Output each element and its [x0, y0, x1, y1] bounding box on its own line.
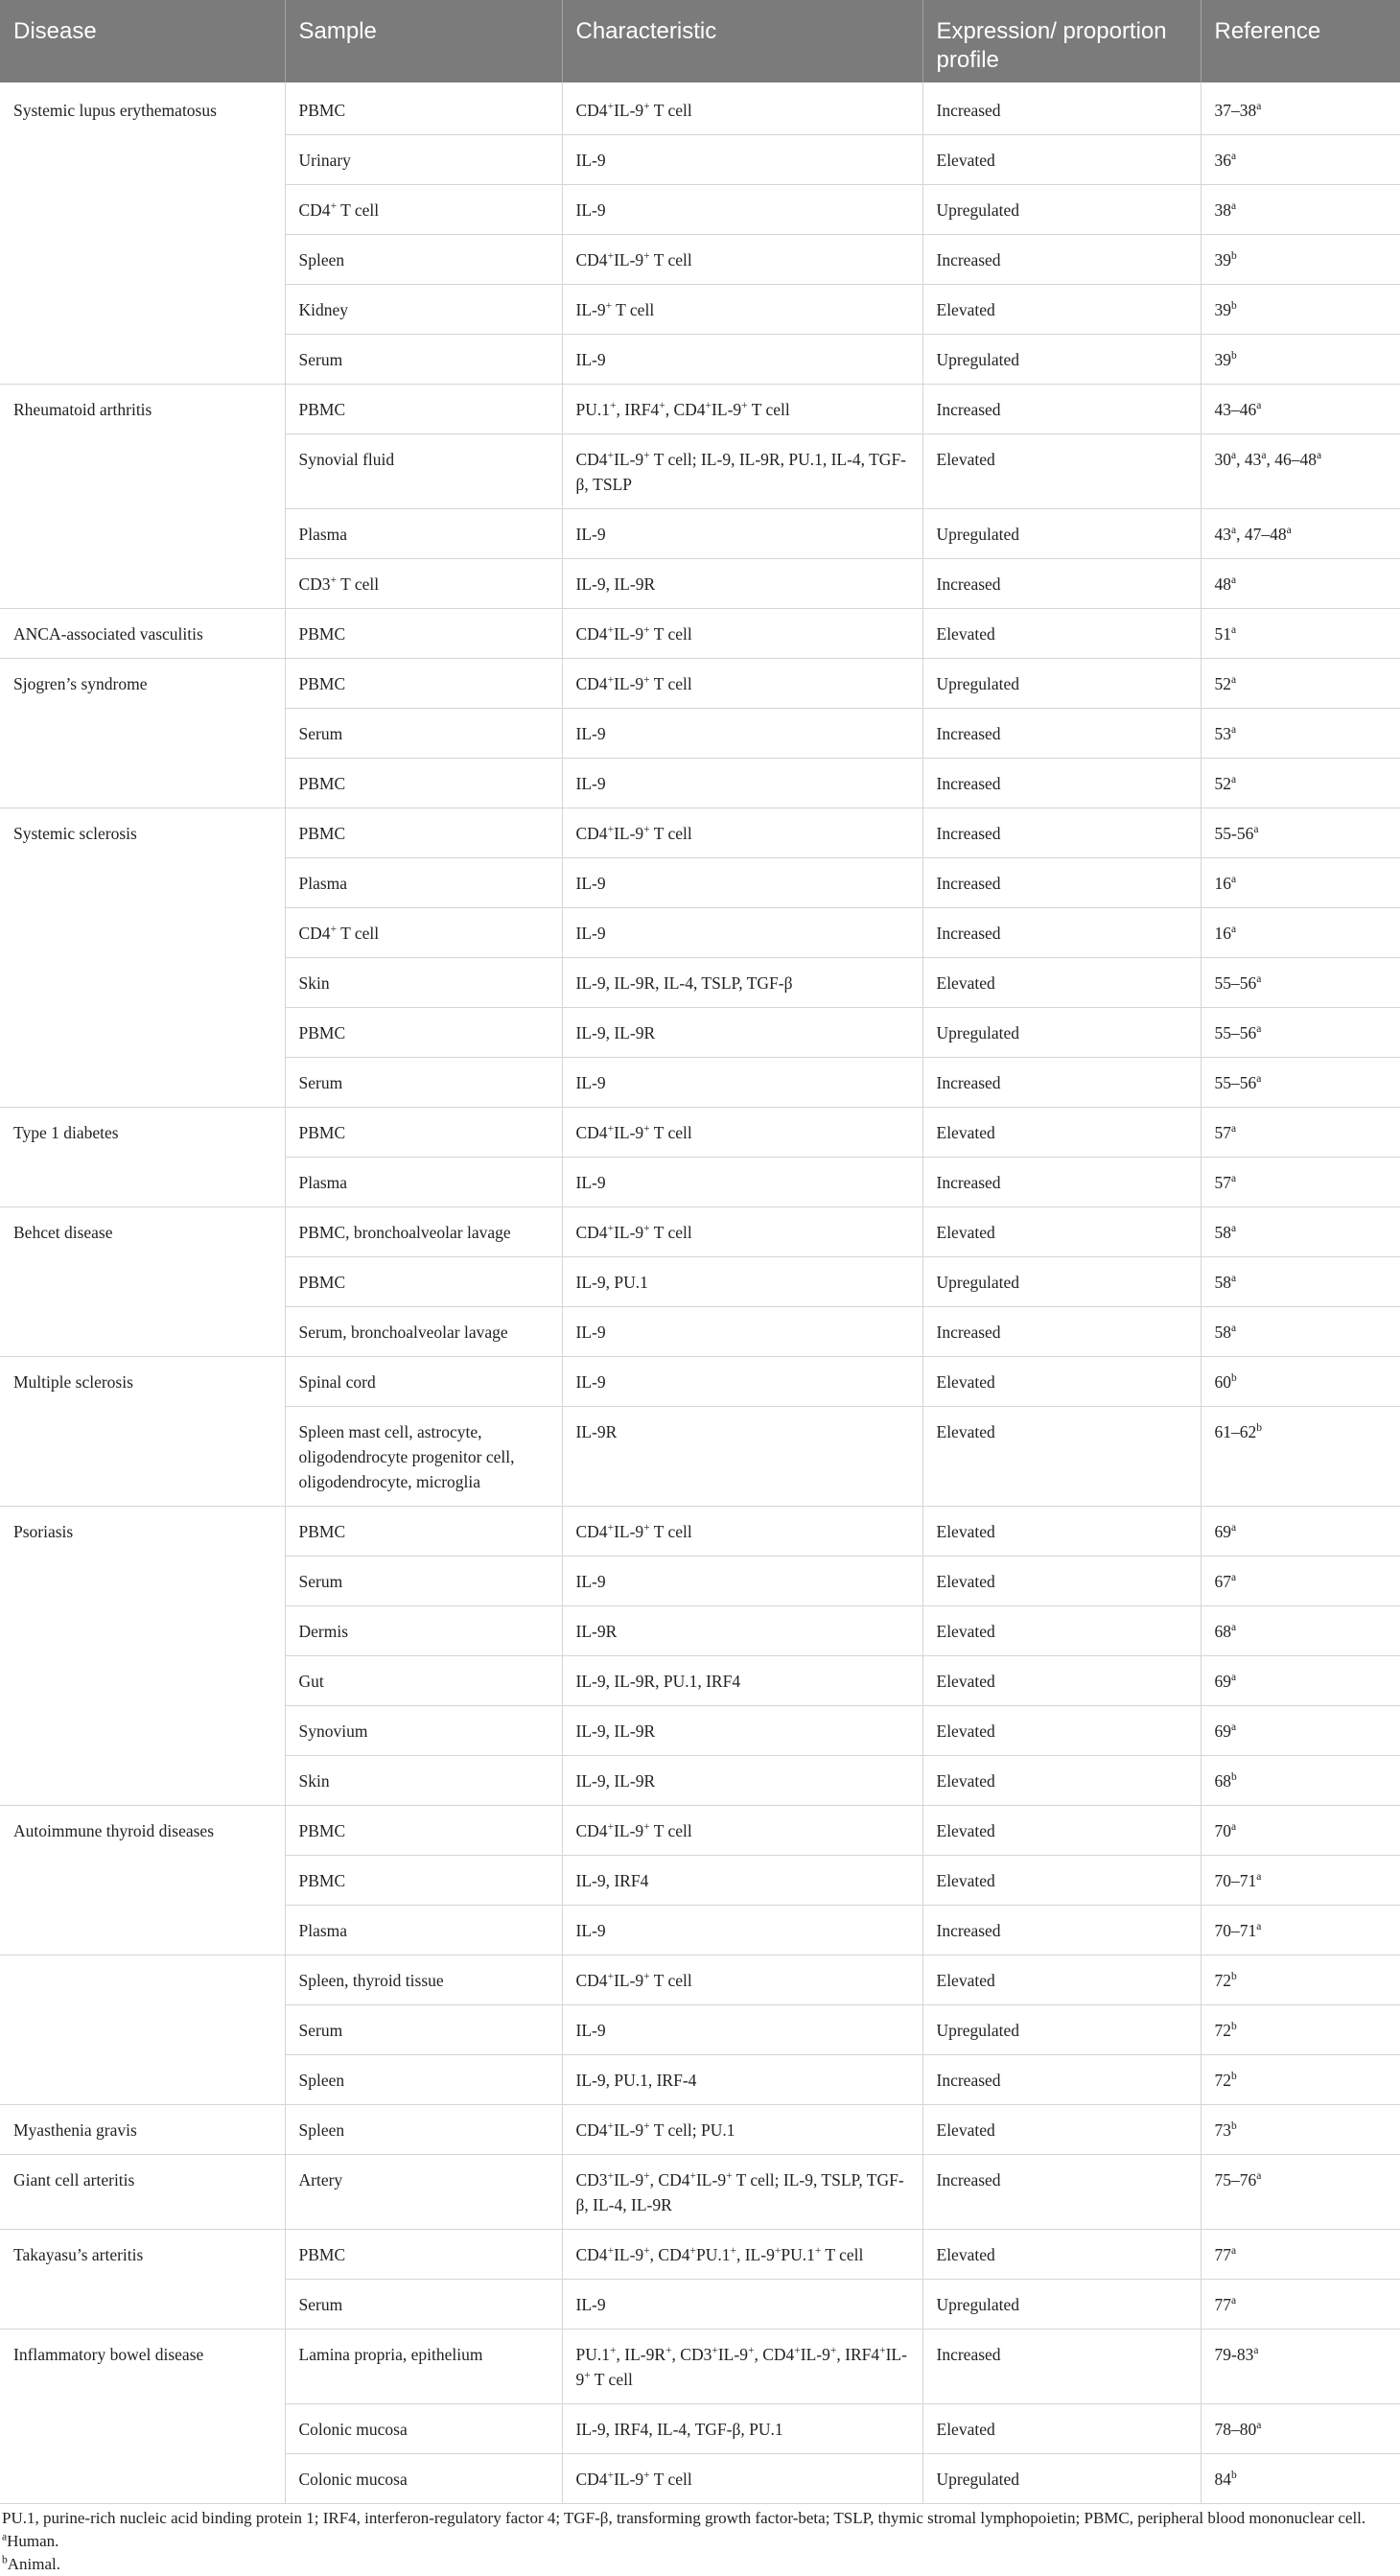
profile-cell: Increased	[922, 235, 1201, 285]
profile-cell: Elevated	[922, 1507, 1201, 1557]
characteristic-cell: IL-9, IL-9R	[562, 1756, 922, 1806]
table-row	[0, 2230, 1400, 2280]
reference-cell: 48$^a$	[1201, 559, 1400, 609]
table-row	[0, 1507, 1400, 1557]
profile-cell: Upregulated	[922, 509, 1201, 559]
reference-cell: 72$^b$	[1201, 2005, 1400, 2055]
characteristic-cell: IL-9	[562, 858, 922, 908]
profile-cell: Increased	[922, 709, 1201, 759]
reference-cell: 68$^b$	[1201, 1756, 1400, 1806]
table-footnote-block	[0, 2504, 1396, 2576]
profile-cell: Upregulated	[922, 1008, 1201, 1058]
note-b	[2, 2553, 1394, 2576]
reference-cell: 39$^b$	[1201, 285, 1400, 335]
characteristic-cell: IL-9, PU.1, IRF-4	[562, 2055, 922, 2105]
sample-cell: PBMC	[285, 385, 562, 434]
characteristic-cell: IL-9	[562, 2280, 922, 2330]
reference-cell: 60$^b$	[1201, 1357, 1400, 1407]
sample-cell: CD3+ T cell	[285, 559, 562, 609]
profile-cell: Elevated	[922, 609, 1201, 659]
profile-cell: Increased	[922, 808, 1201, 858]
sample-cell: Serum	[285, 1058, 562, 1108]
profile-cell: Increased	[922, 759, 1201, 808]
sample-cell: PBMC	[285, 659, 562, 709]
reference-cell: 36$^a$	[1201, 135, 1400, 185]
sample-cell: Serum	[285, 2280, 562, 2330]
reference-cell: 30$^a$, 43$^a$, 46–48$^a$	[1201, 434, 1400, 509]
characteristic-cell: IL-9	[562, 1357, 922, 1407]
reference-cell: 52$^a$	[1201, 759, 1400, 808]
sample-cell: Kidney	[285, 285, 562, 335]
reference-cell: 43–46$^a$	[1201, 385, 1400, 434]
table-row	[0, 1955, 1400, 2005]
disease-cell: Systemic sclerosis	[0, 808, 285, 1108]
characteristic-cell: CD4+IL-9+ T cell	[562, 1207, 922, 1257]
profile-cell: Elevated	[922, 1557, 1201, 1606]
characteristic-cell: PU.1+, IL-9R+, CD3+IL-9+, CD4+IL-9+, IRF4+IL-9+ T cell	[562, 2330, 922, 2404]
characteristic-cell: IL-9	[562, 908, 922, 958]
reference-cell: 61–62$^b$	[1201, 1407, 1400, 1507]
characteristic-cell: CD4+IL-9+ T cell	[562, 82, 922, 135]
disease-cell: Rheumatoid arthritis	[0, 385, 285, 609]
characteristic-cell: CD4+IL-9+ T cell; PU.1	[562, 2105, 922, 2155]
sample-cell: PBMC	[285, 1806, 562, 1856]
sample-cell: PBMC	[285, 609, 562, 659]
profile-cell: Elevated	[922, 1407, 1201, 1507]
reference-cell: 72$^b$	[1201, 2055, 1400, 2105]
reference-cell: 69$^a$	[1201, 1656, 1400, 1706]
sample-cell: PBMC	[285, 1108, 562, 1158]
reference-cell: 37–38$^a$	[1201, 82, 1400, 135]
table-row	[0, 2330, 1400, 2404]
table-header	[0, 0, 1400, 82]
profile-cell: Upregulated	[922, 1257, 1201, 1307]
profile-cell: Elevated	[922, 1706, 1201, 1756]
reference-cell: 43$^a$, 47–48$^a$	[1201, 509, 1400, 559]
sample-cell: Colonic mucosa	[285, 2404, 562, 2454]
sample-cell: Serum, bronchoalveolar lavage	[285, 1307, 562, 1357]
reference-cell: 58$^a$	[1201, 1207, 1400, 1257]
sample-cell: PBMC	[285, 1507, 562, 1557]
profile-cell: Increased	[922, 1158, 1201, 1207]
reference-cell: 79-83$^a$	[1201, 2330, 1400, 2404]
sample-cell: PBMC	[285, 1257, 562, 1307]
characteristic-cell: CD4+IL-9+ T cell	[562, 1108, 922, 1158]
reference-cell: 70–71$^a$	[1201, 1906, 1400, 1955]
characteristic-cell: IL-9, IL-9R	[562, 1008, 922, 1058]
profile-cell: Increased	[922, 1058, 1201, 1108]
reference-cell: 51$^a$	[1201, 609, 1400, 659]
profile-cell: Elevated	[922, 958, 1201, 1008]
characteristic-cell: IL-9	[562, 1307, 922, 1357]
characteristic-cell: IL-9R	[562, 1606, 922, 1656]
sample-cell: PBMC	[285, 82, 562, 135]
disease-cell: Sjogren’s syndrome	[0, 659, 285, 808]
table-row	[0, 1207, 1400, 1257]
profile-cell: Elevated	[922, 1357, 1201, 1407]
header-row	[0, 0, 1400, 82]
reference-cell: 70$^a$	[1201, 1806, 1400, 1856]
reference-cell: 38$^a$	[1201, 185, 1400, 235]
reference-cell: 77$^a$	[1201, 2230, 1400, 2280]
profile-cell: Increased	[922, 385, 1201, 434]
characteristic-cell: IL-9	[562, 759, 922, 808]
sample-cell: Spleen, thyroid tissue	[285, 1955, 562, 2005]
reference-cell: 77$^a$	[1201, 2280, 1400, 2330]
profile-cell: Elevated	[922, 2105, 1201, 2155]
profile-cell: Elevated	[922, 2404, 1201, 2454]
sample-cell: Plasma	[285, 1906, 562, 1955]
table-row	[0, 1357, 1400, 1407]
note-text: Human.	[7, 2532, 59, 2550]
profile-cell: Upregulated	[922, 2454, 1201, 2504]
sample-cell: Serum	[285, 2005, 562, 2055]
characteristic-cell: IL-9	[562, 1058, 922, 1108]
reference-cell: 57$^a$	[1201, 1158, 1400, 1207]
table-row	[0, 2105, 1400, 2155]
note-text: Animal.	[7, 2555, 60, 2573]
disease-cell: Giant cell arteritis	[0, 2155, 285, 2230]
profile-cell: Upregulated	[922, 2005, 1201, 2055]
disease-cell: Inflammatory bowel disease	[0, 2330, 285, 2504]
sample-cell: Synovium	[285, 1706, 562, 1756]
characteristic-cell: IL-9	[562, 135, 922, 185]
profile-cell: Elevated	[922, 1108, 1201, 1158]
profile-cell: Elevated	[922, 135, 1201, 185]
sample-cell: Spleen	[285, 235, 562, 285]
sample-cell: Skin	[285, 958, 562, 1008]
reference-cell: 73$^b$	[1201, 2105, 1400, 2155]
reference-cell: 57$^a$	[1201, 1108, 1400, 1158]
disease-cell: Type 1 diabetes	[0, 1108, 285, 1207]
disease-cell: Systemic lupus erythematosus	[0, 82, 285, 385]
table-row	[0, 82, 1400, 135]
reference-cell: 67$^a$	[1201, 1557, 1400, 1606]
disease-cell: Takayasu’s arteritis	[0, 2230, 285, 2330]
sample-cell: Gut	[285, 1656, 562, 1706]
characteristic-cell: IL-9	[562, 1906, 922, 1955]
sample-cell: Spleen	[285, 2055, 562, 2105]
characteristic-cell: CD4+IL-9+ T cell	[562, 1806, 922, 1856]
characteristic-cell: IL-9, IL-9R	[562, 1706, 922, 1756]
profile-cell: Elevated	[922, 1656, 1201, 1706]
characteristic-cell: IL-9	[562, 1158, 922, 1207]
disease-cell: Multiple sclerosis	[0, 1357, 285, 1507]
profile-cell: Increased	[922, 1307, 1201, 1357]
sample-cell: Plasma	[285, 509, 562, 559]
table-row	[0, 1806, 1400, 1856]
reference-cell: 55–56$^a$	[1201, 958, 1400, 1008]
reference-cell: 69$^a$	[1201, 1706, 1400, 1756]
column-header-characteristic: Characteristic	[562, 0, 922, 82]
characteristic-cell: IL-9, IL-9R	[562, 559, 922, 609]
sample-cell: Dermis	[285, 1606, 562, 1656]
sample-cell: Serum	[285, 1557, 562, 1606]
characteristic-cell: IL-9	[562, 2005, 922, 2055]
disease-cell: ANCA-associated vasculitis	[0, 609, 285, 659]
sample-cell: PBMC	[285, 1856, 562, 1906]
column-header-reference: Reference	[1201, 0, 1400, 82]
profile-cell: Elevated	[922, 1856, 1201, 1906]
profile-cell: Upregulated	[922, 335, 1201, 385]
reference-cell: 72$^b$	[1201, 1955, 1400, 2005]
profile-cell: Elevated	[922, 1806, 1201, 1856]
disease-cell: Psoriasis	[0, 1507, 285, 1806]
reference-cell: 78–80$^a$	[1201, 2404, 1400, 2454]
reference-cell: 53$^a$	[1201, 709, 1400, 759]
table-row	[0, 808, 1400, 858]
note-a	[2, 2530, 1394, 2553]
characteristic-cell: IL-9R	[562, 1407, 922, 1507]
reference-cell: 75–76$^a$	[1201, 2155, 1400, 2230]
profile-cell: Increased	[922, 2330, 1201, 2404]
characteristic-cell: IL-9+ T cell	[562, 285, 922, 335]
profile-cell: Elevated	[922, 1756, 1201, 1806]
column-header-disease: Disease	[0, 0, 285, 82]
characteristic-cell: IL-9	[562, 509, 922, 559]
sample-cell: Serum	[285, 335, 562, 385]
sample-cell: PBMC	[285, 808, 562, 858]
characteristic-cell: IL-9, IRF4, IL-4, TGF-β, PU.1	[562, 2404, 922, 2454]
sample-cell: Plasma	[285, 858, 562, 908]
reference-cell: 52$^a$	[1201, 659, 1400, 709]
profile-cell: Increased	[922, 82, 1201, 135]
characteristic-cell: CD4+IL-9+ T cell	[562, 659, 922, 709]
table-row	[0, 609, 1400, 659]
reference-cell: 58$^a$	[1201, 1257, 1400, 1307]
table-row	[0, 385, 1400, 434]
profile-cell: Upregulated	[922, 659, 1201, 709]
sample-cell: CD4+ T cell	[285, 185, 562, 235]
profile-cell: Increased	[922, 1906, 1201, 1955]
sample-cell: Spinal cord	[285, 1357, 562, 1407]
sample-cell: Synovial fluid	[285, 434, 562, 509]
profile-cell: Elevated	[922, 1606, 1201, 1656]
profile-cell: Elevated	[922, 1955, 1201, 2005]
characteristic-cell: CD4+IL-9+ T cell	[562, 1955, 922, 2005]
profile-cell: Elevated	[922, 1207, 1201, 1257]
sample-cell: Colonic mucosa	[285, 2454, 562, 2504]
sample-cell: CD4+ T cell	[285, 908, 562, 958]
reference-cell: 55–56$^a$	[1201, 1008, 1400, 1058]
characteristic-cell: IL-9, IL-9R, PU.1, IRF4	[562, 1656, 922, 1706]
characteristic-cell: CD4+IL-9+ T cell	[562, 609, 922, 659]
table-body	[0, 82, 1400, 2504]
profile-cell: Increased	[922, 908, 1201, 958]
profile-cell: Upregulated	[922, 185, 1201, 235]
profile-cell: Elevated	[922, 434, 1201, 509]
sample-cell: PBMC	[285, 2230, 562, 2280]
profile-cell: Upregulated	[922, 2280, 1201, 2330]
characteristic-cell: CD4+IL-9+ T cell	[562, 235, 922, 285]
superscript-notes	[2, 2530, 1394, 2576]
characteristic-cell: CD4+IL-9+ T cell; IL-9, IL-9R, PU.1, IL-4, TGF-β, TSLP	[562, 434, 922, 509]
sample-cell: PBMC	[285, 1008, 562, 1058]
reference-cell: 68$^a$	[1201, 1606, 1400, 1656]
sample-cell: Lamina propria, epithelium	[285, 2330, 562, 2404]
profile-cell: Increased	[922, 858, 1201, 908]
column-header-profile: Expression/ proportion profile	[922, 0, 1201, 82]
sample-cell: Urinary	[285, 135, 562, 185]
table-row	[0, 659, 1400, 709]
sample-cell: PBMC	[285, 759, 562, 808]
characteristic-cell: IL-9, IRF4	[562, 1856, 922, 1906]
sample-cell: Plasma	[285, 1158, 562, 1207]
reference-cell: 39$^b$	[1201, 335, 1400, 385]
profile-cell: Elevated	[922, 2230, 1201, 2280]
profile-cell: Increased	[922, 2155, 1201, 2230]
characteristic-cell: IL-9	[562, 185, 922, 235]
characteristic-cell: PU.1+, IRF4+, CD4+IL-9+ T cell	[562, 385, 922, 434]
characteristic-cell: CD4+IL-9+ T cell	[562, 1507, 922, 1557]
characteristic-cell: IL-9	[562, 335, 922, 385]
reference-cell: 84$^b$	[1201, 2454, 1400, 2504]
disease-cell: Myasthenia gravis	[0, 2105, 285, 2155]
reference-cell: 55–56$^a$	[1201, 1058, 1400, 1108]
characteristic-cell: IL-9, IL-9R, IL-4, TSLP, TGF-β	[562, 958, 922, 1008]
characteristic-cell: IL-9	[562, 709, 922, 759]
characteristic-cell: CD3+IL-9+, CD4+IL-9+ T cell; IL-9, TSLP, TGF-β, IL-4, IL-9R	[562, 2155, 922, 2230]
characteristic-cell: IL-9	[562, 1557, 922, 1606]
profile-cell: Elevated	[922, 285, 1201, 335]
reference-cell: 39$^b$	[1201, 235, 1400, 285]
sample-cell: Skin	[285, 1756, 562, 1806]
sample-cell: Artery	[285, 2155, 562, 2230]
reference-cell: 70–71$^a$	[1201, 1856, 1400, 1906]
reference-cell: 55-56$^a$	[1201, 808, 1400, 858]
sample-cell: Serum	[285, 709, 562, 759]
reference-cell: 69$^a$	[1201, 1507, 1400, 1557]
sample-cell: Spleen mast cell, astrocyte, oligodendrocyte progenitor cell, oligodendrocyte, microglia	[285, 1407, 562, 1507]
characteristic-cell: IL-9, PU.1	[562, 1257, 922, 1307]
profile-cell: Increased	[922, 559, 1201, 609]
profile-cell: Increased	[922, 2055, 1201, 2105]
disease-cell: Autoimmune thyroid diseases	[0, 1806, 285, 1955]
note-mark: a	[2, 2531, 8, 2543]
characteristic-cell: CD4+IL-9+ T cell	[562, 808, 922, 858]
reference-cell: 16$^a$	[1201, 858, 1400, 908]
characteristic-cell: CD4+IL-9+ T cell	[562, 2454, 922, 2504]
characteristic-cell: CD4+IL-9+, CD4+PU.1+, IL-9+PU.1+ T cell	[562, 2230, 922, 2280]
sample-cell: Spleen	[285, 2105, 562, 2155]
table-row	[0, 2155, 1400, 2230]
sample-cell: PBMC, bronchoalveolar lavage	[285, 1207, 562, 1257]
table-row	[0, 1108, 1400, 1158]
abbreviation-footnote: PU.1, purine-rich nucleic acid binding protein 1; IRF4, interferon-regulatory factor 4; TGF-β, transforming growth factor-beta; TSLP, thymic stromal lymphopoietin; PBMC, peripheral blood mononuclear cell.	[2, 2509, 1366, 2527]
disease-cell	[0, 1955, 285, 2105]
note-mark: b	[2, 2554, 8, 2566]
column-header-sample: Sample	[285, 0, 562, 82]
reference-cell: 58$^a$	[1201, 1307, 1400, 1357]
disease-cell: Behcet disease	[0, 1207, 285, 1357]
reference-cell: 16$^a$	[1201, 908, 1400, 958]
